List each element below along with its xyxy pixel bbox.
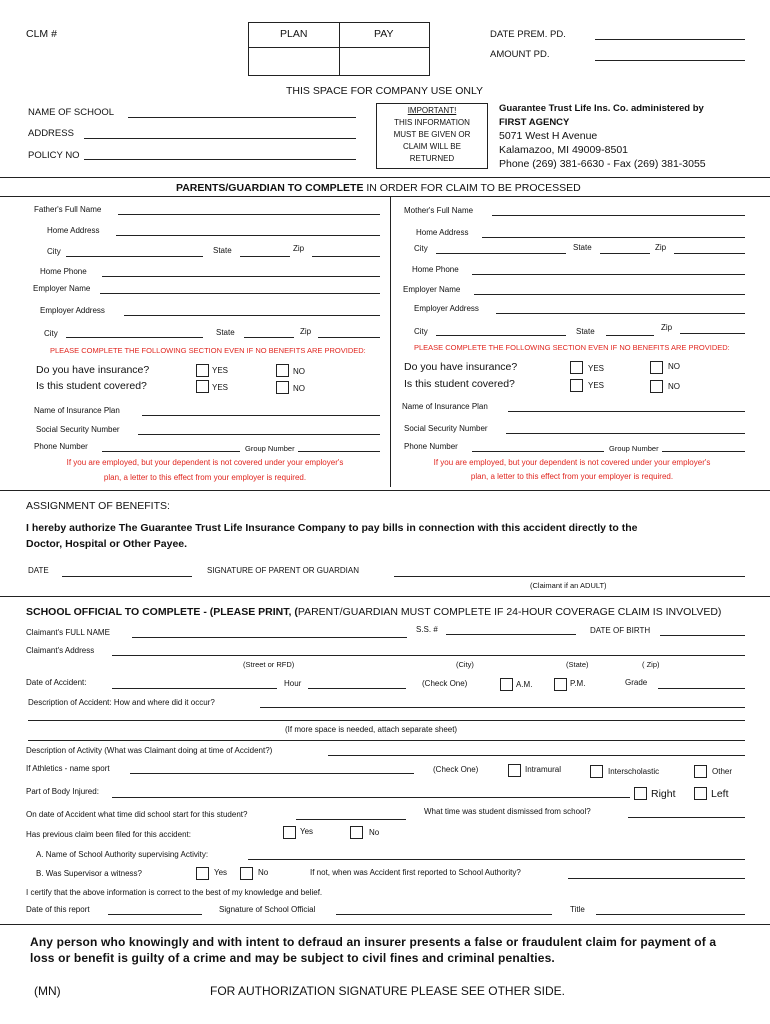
parents-heading: PARENTS/GUARDIAN TO COMPLETE IN ORDER FOR CLAIM TO BE PROCESSED [176, 182, 581, 194]
mother-plan-label: Name of Insurance Plan [402, 402, 488, 411]
father-name-field[interactable] [118, 214, 380, 215]
mother-covered-no-checkbox[interactable] [650, 380, 663, 393]
father-covered-yes-checkbox[interactable] [196, 380, 209, 393]
interscholastic-label: Interscholastic [608, 767, 660, 776]
previous-claim-yes-checkbox[interactable] [283, 826, 296, 839]
mother-ssn-field[interactable] [506, 433, 745, 434]
claimant-adult-note: (Claimant if an ADULT) [530, 581, 607, 590]
check-one-label: (Check One) [433, 765, 479, 774]
body-part-field[interactable] [112, 797, 630, 798]
more-space-note: (If more space is needed, attach separate sheet) [285, 725, 458, 734]
date-prem-label: DATE PREM. PD. [490, 29, 566, 40]
mother-insurance-phone-field[interactable] [472, 451, 604, 452]
mother-state-label: State [573, 243, 592, 252]
check-one-label: (Check One) [422, 679, 468, 688]
father-address-label: Home Address [47, 226, 100, 235]
mother-city-field[interactable] [436, 253, 566, 254]
left-label: Left [711, 788, 729, 800]
mother-employer-zip-label: Zip [661, 323, 673, 332]
other-checkbox[interactable] [694, 765, 707, 778]
no-label: No [369, 828, 380, 837]
yes-label: YES [588, 364, 605, 373]
father-ssn-label: Social Security Number [36, 425, 120, 434]
official-title-field[interactable] [596, 914, 745, 915]
right-checkbox[interactable] [634, 787, 647, 800]
reported-label: If not, when was Accident first reported to School Authority? [310, 868, 521, 877]
pay-header: PAY [374, 28, 394, 40]
policy-label: POLICY NO [28, 150, 80, 161]
mother-zip-label: Zip [655, 243, 667, 252]
witness-no-checkbox[interactable] [240, 867, 253, 880]
father-zip-field[interactable] [312, 256, 380, 257]
witness-yes-checkbox[interactable] [196, 867, 209, 880]
father-plan-field[interactable] [142, 415, 380, 416]
ss-field[interactable] [446, 634, 576, 635]
mother-employer-label: Employer Name [403, 285, 461, 294]
father-group-field[interactable] [298, 451, 380, 452]
claimant-address-field[interactable] [112, 655, 745, 656]
mother-address-label: Home Address [416, 228, 469, 237]
description-field-2[interactable] [28, 720, 745, 721]
mother-name-field[interactable] [492, 215, 745, 216]
athletics-label: If Athletics - name sport [26, 764, 110, 773]
father-employer-field[interactable] [100, 293, 380, 294]
mother-insurance-phone-label: Phone Number [404, 442, 458, 451]
pay-field[interactable] [340, 48, 428, 74]
authorization-note: FOR AUTHORIZATION SIGNATURE PLEASE SEE OTHER SIDE. [210, 984, 565, 998]
grade-field[interactable] [658, 688, 745, 689]
school-start-field[interactable] [296, 819, 406, 820]
father-ssn-field[interactable] [138, 434, 380, 435]
mother-have-insurance-label: Do you have insurance? [404, 361, 518, 373]
dismissed-label: What time was student dismissed from school? [424, 807, 591, 816]
claimant-name-field[interactable] [132, 637, 407, 638]
father-student-covered-label: Is this student covered? [36, 380, 147, 392]
mother-student-covered-label: Is this student covered? [404, 378, 515, 390]
claimant-name-label: Claimant's FULL NAME [26, 628, 110, 637]
mother-employer-state-field[interactable] [606, 335, 654, 336]
official-signature-label: Signature of School Official [219, 905, 316, 914]
city-hint: (City) [456, 660, 474, 669]
supervising-name-label: A. Name of School Authority supervising Activity: [36, 850, 209, 859]
company-city: Kalamazoo, MI 49009-8501 [499, 144, 628, 156]
mother-employer-city-field[interactable] [436, 335, 566, 336]
activity-label: Description of Activity (What was Claimant doing at time of Accident?) [26, 746, 273, 755]
pm-checkbox[interactable] [554, 678, 567, 691]
company-phone: Phone (269) 381-6630 - Fax (269) 381-3055 [499, 158, 706, 170]
parent-signature-label: SIGNATURE OF PARENT OR GUARDIAN [207, 566, 360, 575]
body-part-label: Part of Body Injured: [26, 787, 99, 796]
mother-employer-city-label: City [414, 327, 428, 336]
school-name-label: NAME OF SCHOOL [28, 107, 115, 118]
mother-phone-label: Home Phone [412, 265, 459, 274]
mother-employer-note: plan, a letter to this effect from your employer is required. [470, 472, 674, 481]
intramural-label: Intramural [525, 765, 562, 774]
mother-employer-state-label: State [576, 327, 595, 336]
father-insurance-yes-checkbox[interactable] [196, 364, 209, 377]
grade-label: Grade [625, 678, 648, 687]
zip-hint: ( Zip) [642, 660, 660, 669]
company-street: 5071 West H Avenue [499, 130, 598, 142]
accident-date-label: Date of Accident: [26, 678, 87, 687]
mother-covered-yes-checkbox[interactable] [570, 379, 583, 392]
other-label: Other [712, 767, 733, 776]
mother-address-field[interactable] [482, 237, 745, 238]
accident-date-field[interactable] [112, 688, 277, 689]
assignment-date-label: DATE [28, 566, 49, 575]
hour-label: Hour [284, 679, 302, 688]
father-insurance-phone-field[interactable] [102, 451, 240, 452]
important-line: RETURNED [409, 154, 455, 163]
mother-insurance-no-checkbox[interactable] [650, 361, 663, 374]
column-divider [390, 197, 391, 487]
important-title: IMPORTANT! [407, 106, 457, 115]
mother-ssn-label: Social Security Number [404, 424, 488, 433]
official-signature-field[interactable] [336, 914, 552, 915]
previous-claim-no-checkbox[interactable] [350, 826, 363, 839]
father-phone-label: Home Phone [40, 267, 87, 276]
assignment-text: I hereby authorize The Guarantee Trust Life Insurance Company to pay bills in connection with this accident directly to the [26, 522, 638, 534]
father-have-insurance-label: Do you have insurance? [36, 364, 150, 376]
report-date-field[interactable] [108, 914, 202, 915]
dob-field[interactable] [660, 635, 745, 636]
official-heading: SCHOOL OFFICIAL TO COMPLETE - (PLEASE PRINT, (PARENT/GUARDIAN MUST COMPLETE IF 24-HOUR COVERAGE CLAIM IS INVOLVED) [26, 606, 722, 618]
policy-field[interactable] [84, 159, 356, 160]
father-employer-state-label: State [216, 328, 235, 337]
mother-name-label: Mother's Full Name [404, 206, 474, 215]
father-employer-city-field[interactable] [66, 337, 203, 338]
mother-employer-zip-field[interactable] [680, 333, 745, 334]
important-line: CLAIM WILL BE [403, 142, 461, 151]
am-label: A.M. [516, 680, 533, 689]
father-city-label: City [47, 247, 61, 256]
father-phone-field[interactable] [102, 276, 380, 277]
amount-pd-label: AMOUNT PD. [490, 49, 550, 60]
father-employer-address-label: Employer Address [40, 306, 105, 315]
description-field[interactable] [260, 707, 745, 708]
plan-field[interactable] [249, 48, 338, 74]
assignment-date-field[interactable] [62, 576, 192, 577]
fraud-warning: loss or benefit is guilty of a crime and may be subject to civil fines and criminal penalties. [30, 951, 555, 965]
right-label: Right [651, 788, 676, 800]
supervising-name-field[interactable] [248, 859, 745, 860]
hour-field[interactable] [308, 688, 406, 689]
no-label: NO [668, 362, 680, 371]
mother-group-label: Group Number [609, 444, 659, 453]
mother-notice: PLEASE COMPLETE THE FOLLOWING SECTION EVEN IF NO BENEFITS ARE PROVIDED: [414, 343, 730, 352]
claim-number-label: CLM # [26, 28, 57, 40]
ss-label: S.S. # [416, 625, 438, 634]
activity-field[interactable] [328, 755, 745, 756]
plan-header: PLAN [280, 28, 308, 40]
father-state-label: State [213, 246, 232, 255]
mother-employer-address-field[interactable] [496, 313, 745, 314]
left-checkbox[interactable] [694, 787, 707, 800]
father-city-field[interactable] [66, 256, 203, 257]
father-zip-label: Zip [293, 244, 305, 253]
dob-label: DATE OF BIRTH [590, 626, 651, 635]
yes-label: Yes [300, 827, 314, 836]
sport-field[interactable] [130, 773, 414, 774]
agency-name: FIRST AGENCY [499, 117, 570, 128]
no-label: No [258, 868, 269, 877]
description-label: Description of Accident: How and where did it occur? [28, 698, 215, 707]
father-insurance-no-checkbox[interactable] [276, 364, 289, 377]
address-label: ADDRESS [28, 128, 74, 139]
mother-phone-field[interactable] [472, 274, 745, 275]
school-start-label: On date of Accident what time did school start for this student? [26, 810, 248, 819]
father-state-field[interactable] [240, 256, 290, 257]
father-plan-label: Name of Insurance Plan [34, 406, 120, 415]
father-notice: PLEASE COMPLETE THE FOLLOWING SECTION EVEN IF NO BENEFITS ARE PROVIDED: [50, 346, 366, 355]
mother-city-label: City [414, 244, 428, 253]
amount-pd-field[interactable] [595, 60, 745, 61]
school-address-field[interactable] [84, 138, 356, 139]
official-title-label: Title [570, 905, 585, 914]
reported-field[interactable] [568, 878, 745, 879]
company-name: Guarantee Trust Life Ins. Co. administered by [499, 103, 704, 114]
yes-label: Yes [214, 868, 228, 877]
supervisor-witness-label: B. Was Supervisor a witness? [36, 869, 142, 878]
no-label: NO [293, 384, 305, 393]
mother-employer-note: If you are employed, but your dependent is not covered under your employer's [433, 458, 711, 467]
father-address-field[interactable] [116, 235, 380, 236]
father-employer-label: Employer Name [33, 284, 91, 293]
assignment-heading: ASSIGNMENT OF BENEFITS: [26, 500, 170, 512]
father-insurance-phone-label: Phone Number [34, 442, 88, 451]
father-employer-address-field[interactable] [124, 315, 380, 316]
mother-plan-field[interactable] [508, 411, 745, 412]
intramural-checkbox[interactable] [508, 764, 521, 777]
fraud-warning: Any person who knowingly and with intent to defraud an insurer presents a false or fraudulent claim for payment of a [30, 935, 717, 949]
no-label: NO [668, 382, 680, 391]
company-use-note: THIS SPACE FOR COMPANY USE ONLY [286, 85, 484, 97]
yes-label: YES [588, 381, 605, 390]
parent-signature-field[interactable] [394, 576, 745, 577]
street-hint: (Street or RFD) [243, 660, 295, 669]
father-employer-state-field[interactable] [244, 337, 294, 338]
pm-label: P.M. [570, 679, 586, 688]
father-covered-no-checkbox[interactable] [276, 381, 289, 394]
yes-label: YES [212, 366, 229, 375]
mother-group-field[interactable] [662, 451, 745, 452]
father-employer-city-label: City [44, 329, 58, 338]
mother-employer-address-label: Employer Address [414, 304, 479, 313]
report-date-label: Date of this report [26, 905, 90, 914]
father-employer-note: plan, a letter to this effect from your employer is required. [103, 473, 307, 482]
father-group-label: Group Number [245, 444, 295, 453]
interscholastic-checkbox[interactable] [590, 765, 603, 778]
father-name-label: Father's Full Name [34, 205, 102, 214]
certify-statement: I certify that the above information is correct to the best of my knowledge and belief. [26, 888, 323, 897]
father-employer-note: If you are employed, but your dependent is not covered under your employer's [66, 458, 344, 467]
yes-label: YES [212, 383, 229, 392]
no-label: NO [293, 367, 305, 376]
important-line: MUST BE GIVEN OR [393, 130, 471, 139]
father-employer-zip-field[interactable] [318, 337, 380, 338]
am-checkbox[interactable] [500, 678, 513, 691]
dismissed-field[interactable] [628, 817, 745, 818]
assignment-text: Doctor, Hospital or Other Payee. [26, 538, 188, 550]
school-name-field[interactable] [128, 117, 356, 118]
father-employer-zip-label: Zip [300, 327, 312, 336]
mother-zip-field[interactable] [674, 253, 745, 254]
mother-insurance-yes-checkbox[interactable] [570, 361, 583, 374]
important-line: THIS INFORMATION [394, 118, 470, 127]
state-code: (MN) [34, 984, 61, 998]
previous-claim-label: Has previous claim been filed for this accident: [26, 830, 191, 839]
mother-state-field[interactable] [600, 253, 650, 254]
date-prem-field[interactable] [595, 39, 745, 40]
state-hint: (State) [566, 660, 589, 669]
mother-employer-field[interactable] [474, 294, 745, 295]
claimant-address-label: Claimant's Address [26, 646, 95, 655]
